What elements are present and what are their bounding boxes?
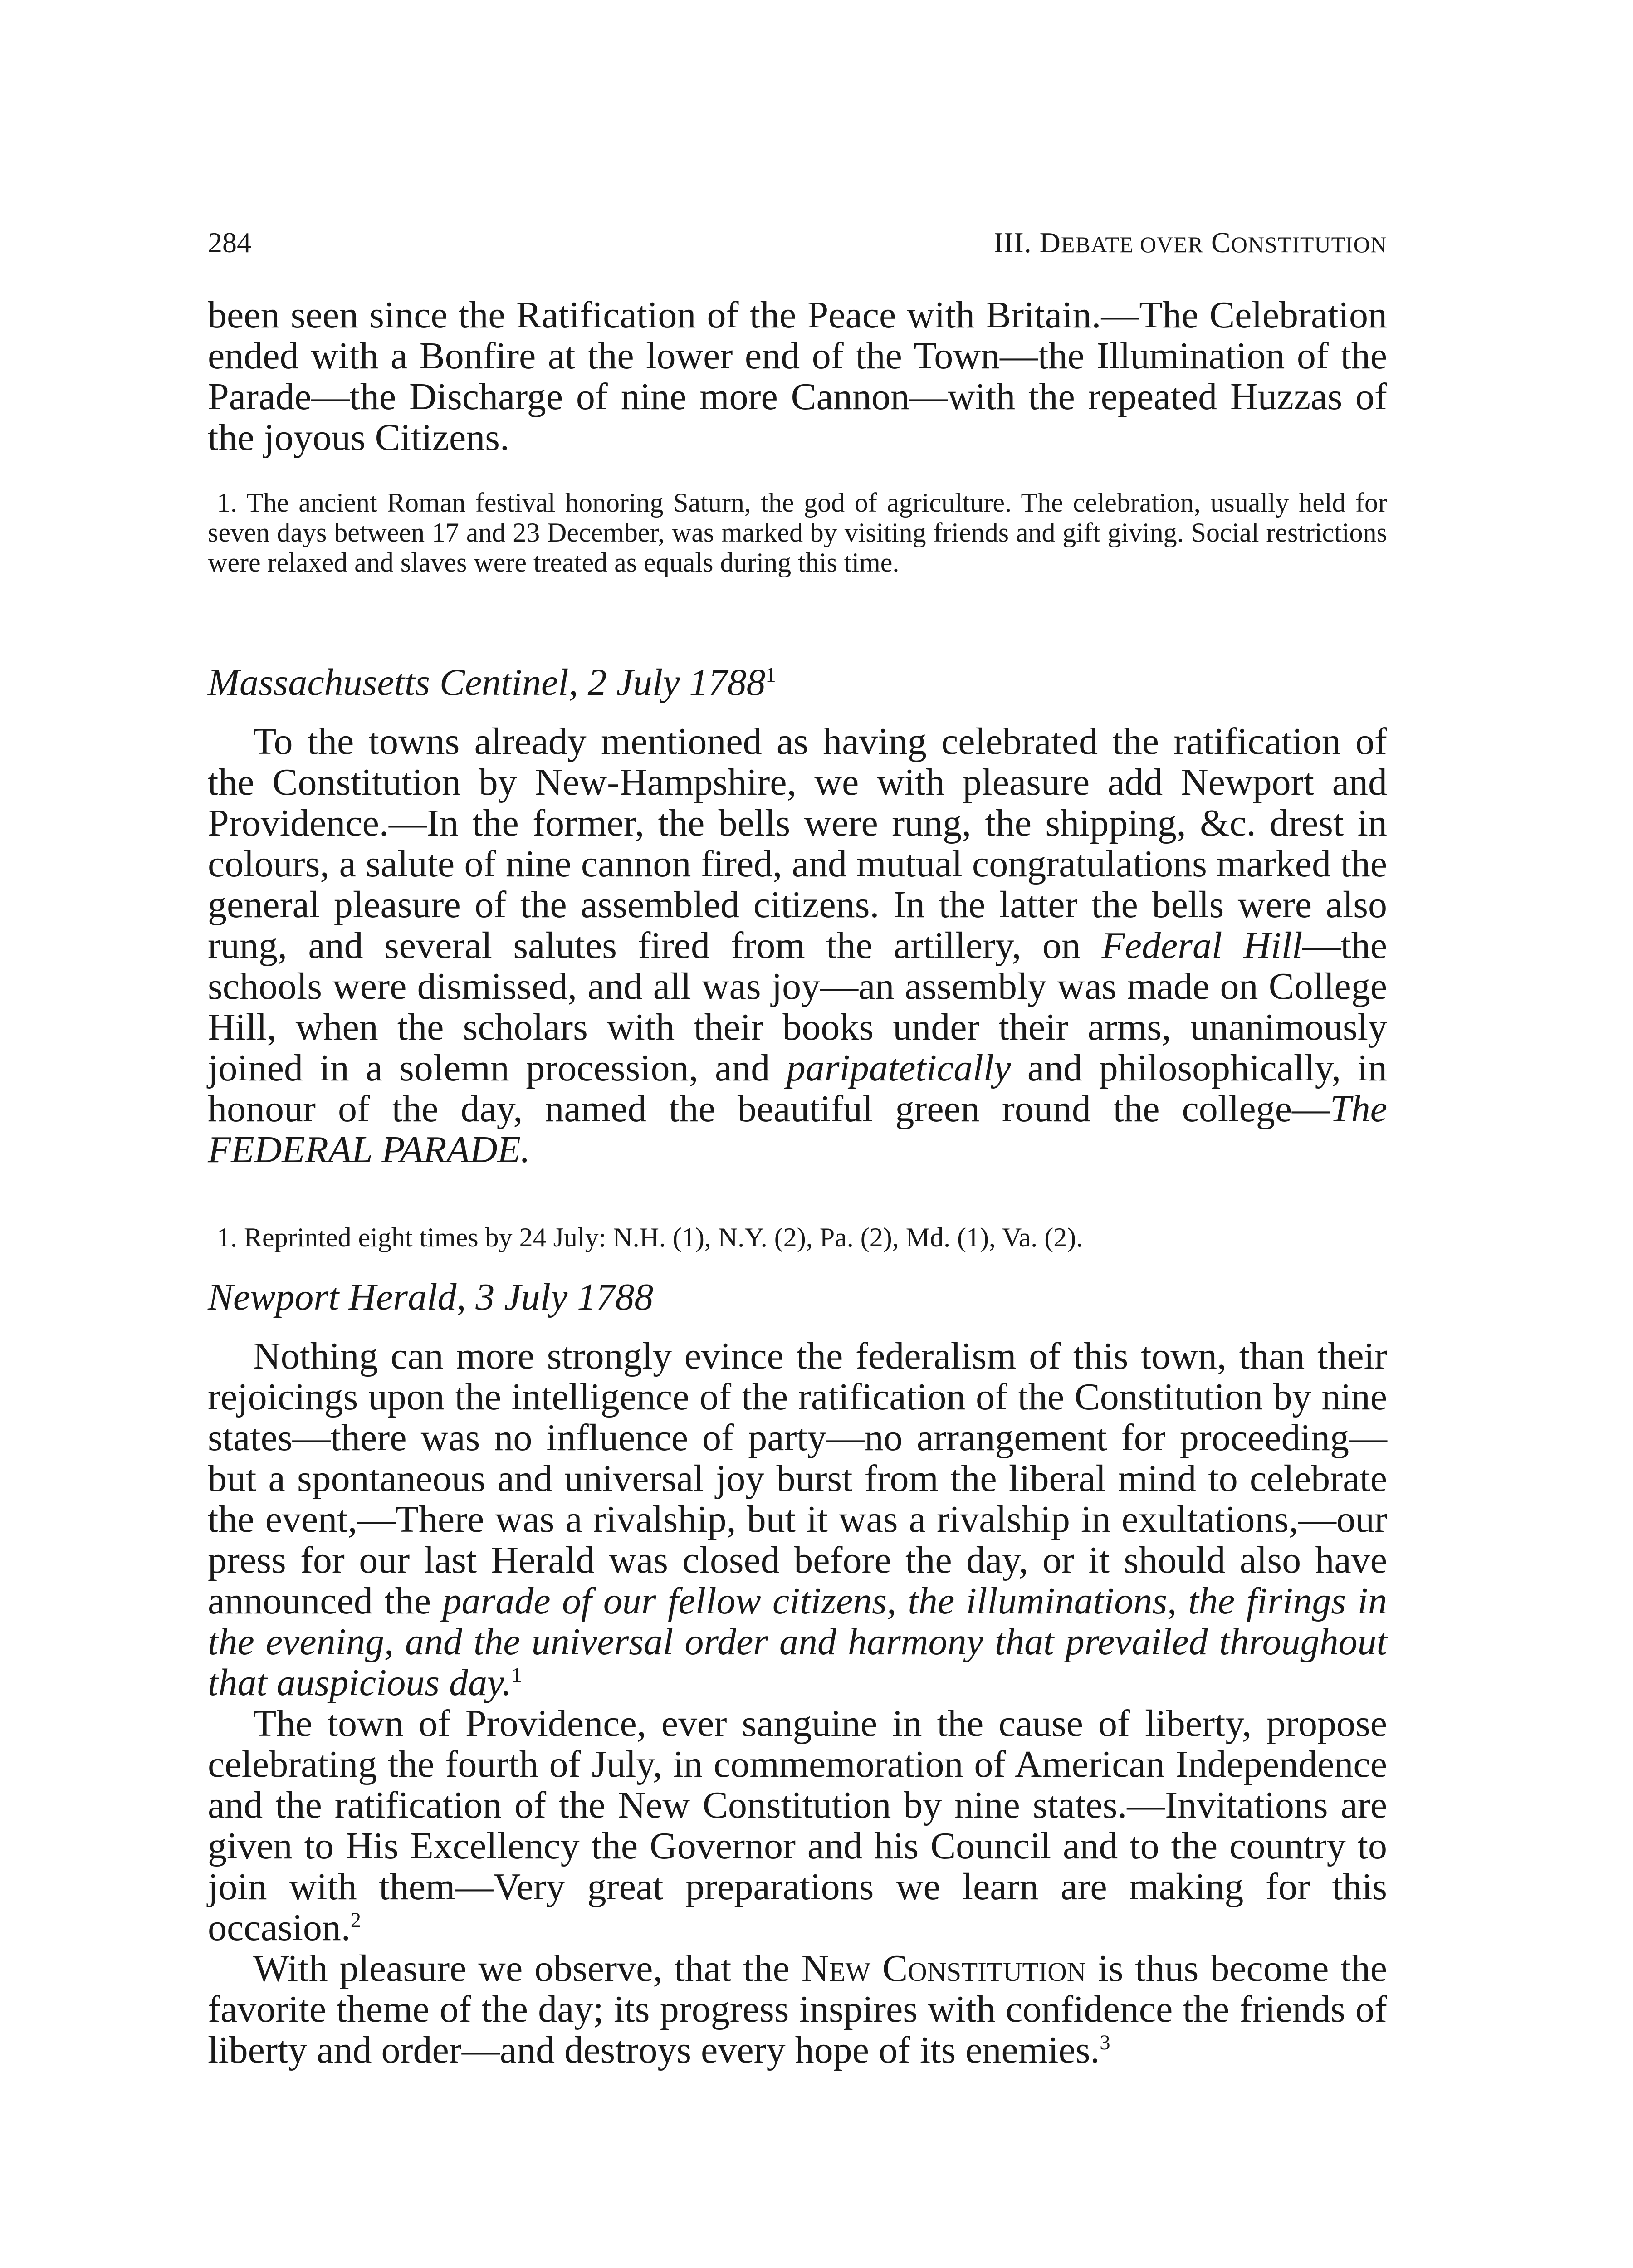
section-heading-centinel	[208, 662, 1387, 703]
footnote-reprinted: 1. Reprinted eight times by 24 July: N.H. (1), N.Y. (2), Pa. (2), Md. (1), Va. (2).	[217, 1222, 1083, 1252]
paragraph-centinel	[208, 721, 1387, 1170]
text-run: The town of Providence, ever sanguine in the cause of liberty, propose celebrating the fourth of July, in commemoration of American Independence and the ratification of the New Constitution by nine states.—Invitations are given to His Excellency the Governor and his Council and to the country to join with them—Very great preparations we learn are making for this occasion.	[208, 1702, 1387, 1949]
herald-body	[208, 1336, 1387, 2071]
paragraph-herald-1	[208, 1336, 1387, 1703]
footnote-ref: 1	[511, 1663, 522, 1686]
text-run: —the schools were dismissed, and all was joy—an assembly was made on College Hill, when the scholars with their books under their arms, unanimously joined in a solemn procession, and	[208, 924, 1387, 1089]
running-head-onstitution: ONSTITUTION	[1231, 232, 1387, 257]
paragraph-herald-3	[208, 1948, 1387, 2071]
page-number: 284	[208, 226, 251, 259]
paragraph-continuation: been seen since the Ratification of the Peace with Britain.—The Celebration ended with a Bonfire at the lower end of the Town—the Illumination of the Parade—the Discharge of nine more Cannon—with the repeated Huzzas of the joyous Citizens.	[208, 294, 1387, 459]
running-head-ebate: EBATE OVER	[1061, 232, 1204, 257]
heading-text: Massachusetts Centinel, 2 July 1788	[208, 661, 766, 704]
footnote-ref: 3	[1100, 2031, 1110, 2054]
running-head-c: C	[1211, 226, 1231, 259]
italic-run: parade of our fellow citizens, the illuminations, the firings in the evening, and the universal order and harmony that prevailed throughout that auspicious day.	[208, 1580, 1387, 1704]
text-run: and philosophically, in honour of the day, named the beautiful green round the college—	[208, 1047, 1387, 1130]
footnote-saturnalia: 1. The ancient Roman festival honoring Saturn, the god of agriculture. The celebration, usually held for seven days between 17 and 23 December, was marked by visiting friends and gift giving. Social restrictions were relaxed and slaves were treated as equals during this time.	[208, 488, 1387, 577]
text-run: is thus become the favorite theme of the day; its progress inspires with confidence the friends of liberty and order—and destroys every hope of its enemies.	[208, 1947, 1388, 2071]
italic-run: The FEDERAL PARADE.	[208, 1088, 1387, 1171]
running-head-part: III.	[993, 226, 1032, 259]
footnote-ref: 2	[350, 1908, 361, 1931]
italic-run: Federal Hill	[1101, 924, 1303, 967]
italic-run: paripatetically	[786, 1047, 1011, 1089]
text-run: Nothing can more strongly evince the federalism of this town, than their rejoicings upon the intelligence of the ratification of the Constitution by nine states—there was no influence of party—no arrangement for proceeding—but a spontaneous and universal joy burst from the liberal mind to celebrate the event,—There was a rivalship, but it was a rivalship in exultations,—our press for our last Herald was closed before the day, or it should also have announced the	[208, 1335, 1387, 1622]
heading-footnote-ref: 1	[765, 663, 776, 686]
running-head	[994, 222, 1387, 265]
small-caps-run: New Constitution	[801, 1947, 1086, 1989]
running-head-d: D	[1039, 226, 1061, 259]
page-header	[208, 222, 1387, 263]
text-run: With pleasure we observe, that the	[253, 1947, 802, 1989]
text-run: To the towns already mentioned as having celebrated the ratification of the Constitution by New-Hampshire, we with pleasure add Newport and Providence.—In the former, the bells were rung, the shipping, &c. drest in colours, a salute of nine cannon fired, and mutual congratulations marked the general pleasure of the assembled citizens. In the latter the bells were also rung, and several salutes fired from the artillery, on	[208, 720, 1387, 967]
section-heading-herald: Newport Herald, 3 July 1788	[208, 1276, 654, 1318]
paragraph-herald-2	[208, 1703, 1387, 1948]
